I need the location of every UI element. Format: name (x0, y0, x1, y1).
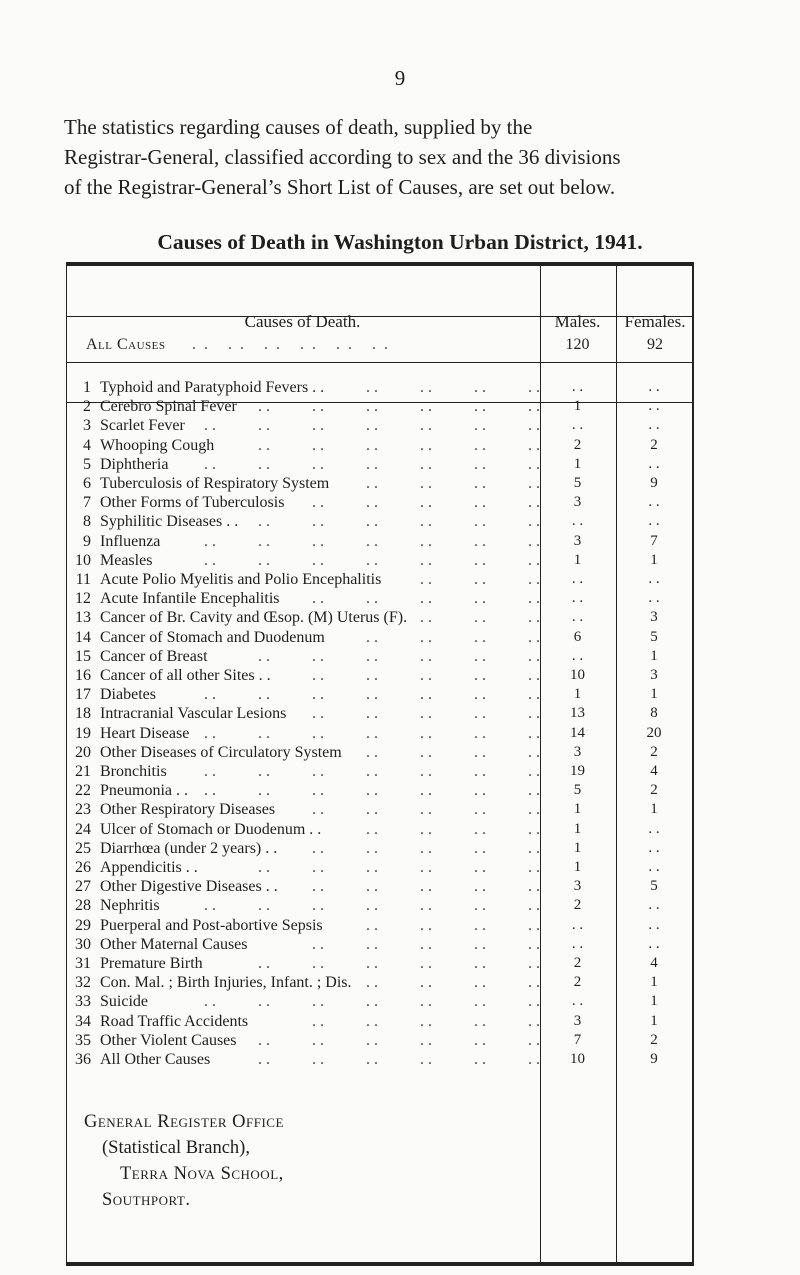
males-value: 1 (573, 801, 582, 818)
males-value: . . (571, 590, 584, 607)
row-number: 21 (75, 763, 91, 780)
males-value: . . (571, 609, 584, 626)
table-row: 12 Acute Infantile Encephalitis . . . . . . . . . . . . . . (66, 589, 694, 608)
table-row: 6 Tuberculosis of Respiratory System 5 9 . . . . . . . . (66, 474, 694, 493)
males-value: 19 (570, 763, 585, 779)
table-row: 7 Other Forms of Tuberculosis 3 . . . . . . . . . . . . (66, 493, 694, 512)
males-value: . . (571, 379, 584, 395)
females-value: . . (648, 513, 660, 530)
females-value: 1 (650, 1012, 658, 1029)
females-value: 2 (650, 743, 658, 760)
females-value: . . (648, 571, 660, 587)
females-value: 1 (650, 551, 658, 568)
cause-label: Suicide (100, 993, 148, 1011)
males-value: 3 (573, 878, 582, 895)
males-value: . . (571, 935, 584, 952)
cause-label: All Other Causes (100, 1051, 211, 1068)
males-value: 1 (573, 820, 582, 837)
row-number: 5 (83, 455, 91, 473)
table-row: 22 Pneumonia . . 5 2 . . . . . . . . . . . . . . (66, 781, 694, 800)
cause-label: Other Violent Causes (100, 1031, 237, 1049)
table-row: 17 Diabetes 1 1 . . . . . . . . . . . . . . (66, 685, 694, 704)
table-row: 35 Other Violent Causes 7 2 . . . . . . . . . . . . (66, 1031, 694, 1050)
intro-line: Registrar-General, classified according to sex and the 36 divisions (64, 145, 621, 169)
cause-label: Other Digestive Diseases . . (100, 878, 278, 896)
cause-label: Con. Mal. ; Birth Injuries, Infant. ; Dis. (100, 974, 352, 992)
cause-label: Scarlet Fever (100, 417, 185, 435)
header-rule (67, 362, 692, 363)
table-row: 3 Scarlet Fever . . . . . . . . . . . . . . . . . . (66, 416, 694, 435)
cause-label: Influenza (100, 532, 161, 550)
intro-line: The statistics regarding causes of death, supplied by the (64, 115, 533, 139)
row-number: 31 (75, 955, 91, 972)
cause-label: Appendicitis . . (100, 859, 198, 876)
cause-label: Acute Infantile Encephalitis (100, 590, 280, 608)
row-number: 2 (83, 398, 91, 416)
table-row: 9 Influenza 3 7 . . . . . . . . . . . . . . (66, 532, 694, 551)
males-value: . . (571, 993, 584, 1010)
females-value: 1 (650, 801, 658, 818)
males-value: 1 (573, 859, 582, 875)
table-row: 34 Road Traffic Accidents 3 1 . . . . . . . . . . (66, 1012, 694, 1031)
row-number: 20 (75, 743, 91, 761)
row-number: 18 (75, 705, 91, 723)
footer-town: Southport. (102, 1190, 191, 1210)
table-row: 21 Bronchitis 19 4 . . . . . . . . . . . . . . (66, 762, 694, 781)
males-value: 3 (573, 743, 582, 760)
row-number: 4 (83, 436, 91, 454)
cause-label: Cancer of all other Sites . . (100, 667, 271, 684)
row-number: 36 (75, 1051, 91, 1068)
row-number: 28 (75, 897, 91, 915)
table-row: 11 Acute Polio Myelitis and Polio Encephalitis . . . . . . . . . . (66, 570, 694, 589)
row-number: 1 (83, 379, 91, 396)
row-number: 33 (75, 993, 91, 1011)
all-causes-males: 120 (565, 336, 590, 353)
males-value: 13 (570, 705, 585, 722)
all-causes-females: 92 (647, 336, 663, 353)
males-value: . . (571, 513, 584, 530)
row-number: 11 (75, 571, 91, 588)
cause-label: Cancer of Breast (100, 647, 208, 665)
females-value: 2 (650, 782, 658, 799)
header-males: Males. (554, 312, 601, 331)
table-row: 20 Other Diseases of Circulatory System 3 2 . . . . . . . . (66, 743, 694, 762)
page-number: 9 (394, 66, 406, 90)
row-number: 24 (75, 820, 91, 838)
cause-label: Premature Birth (100, 955, 203, 972)
row-number: 9 (83, 532, 91, 550)
males-value: 1 (573, 455, 582, 472)
row-number: 30 (75, 935, 91, 953)
cause-label: Other Diseases of Circulatory System (100, 743, 342, 761)
cause-label: Other Respiratory Diseases (100, 801, 276, 819)
males-value: . . (571, 647, 584, 664)
males-value: 1 (573, 839, 582, 856)
cause-label: Whooping Cough (100, 436, 215, 454)
row-number: 10 (75, 551, 91, 569)
table-row: 19 Heart Disease 14 20 . . . . . . . . . . . . . . (66, 724, 694, 743)
females-value: 5 (650, 628, 658, 645)
cause-label: Pneumonia . . (100, 782, 188, 800)
males-value: 3 (573, 494, 582, 511)
males-value: 2 (573, 955, 582, 971)
cause-label: Typhoid and Paratyphoid Fevers . . (100, 379, 325, 396)
males-value: . . (571, 417, 584, 434)
males-value: . . (571, 916, 584, 933)
cause-label: Syphilitic Diseases . . (100, 513, 239, 531)
footer-branch: (Statistical Branch), (102, 1138, 250, 1158)
table-row: 27 Other Digestive Diseases . . 3 5 . . . . . . . . . . (66, 877, 694, 896)
table-row: 24 Ulcer of Stomach or Duodenum . . 1 . . . . . . . . . . (66, 820, 694, 839)
table-row: 16 Cancer of all other Sites . . 10 3 . . . . . . . . . . (66, 666, 694, 685)
females-value: 4 (650, 763, 658, 779)
cause-label: Ulcer of Stomach or Duodenum . . (100, 820, 322, 838)
cause-label: Cancer of Stomach and Duodenum (100, 628, 325, 646)
row-number: 35 (75, 1031, 91, 1049)
females-value: 1 (650, 686, 658, 703)
header-females: Females. (624, 312, 686, 331)
row-number: 16 (75, 667, 91, 684)
females-value: . . (648, 839, 660, 856)
females-value: 20 (646, 724, 662, 741)
males-value: 7 (573, 1031, 582, 1048)
footer-office: General Register Office (84, 1112, 284, 1132)
females-value: 7 (650, 532, 658, 549)
table-row: 32 Con. Mal. ; Birth Injuries, Infant. ; Dis. 2 1 . . . . . . . . (66, 973, 694, 992)
females-value: 1 (650, 974, 658, 991)
row-number: 22 (75, 782, 91, 800)
table-row: 23 Other Respiratory Diseases 1 1 . . . . . . . . . . (66, 800, 694, 819)
table-row: 26 Appendicitis . . 1 . . . . . . . . . . . . . . (66, 858, 694, 877)
males-value: 5 (573, 475, 582, 491)
females-value: 9 (650, 475, 658, 491)
table-row: 28 Nephritis 2 . . . . . . . . . . . . . . . . (66, 896, 694, 915)
females-value: 5 (650, 878, 658, 895)
table-row: 14 Cancer of Stomach and Duodenum 6 5 . . . . . . . . (66, 628, 694, 647)
row-number: 32 (75, 974, 91, 992)
females-value: . . (648, 820, 660, 837)
cause-label: Other Maternal Causes (100, 935, 248, 953)
table-row: 8 Syphilitic Diseases . . . . . . . . . . . . . . . . . . (66, 512, 694, 531)
females-value: . . (648, 859, 660, 875)
footer-school: Terra Nova School, (120, 1164, 284, 1184)
table-row: 25 Diarrhœa (under 2 years) . . 1 . . . . . . . . . . . . (66, 839, 694, 858)
males-value: 1 (573, 686, 582, 703)
males-value: 5 (573, 782, 582, 799)
females-value: . . (648, 935, 660, 952)
females-value: 9 (650, 1051, 658, 1067)
cause-label: Cerebro Spinal Fever (100, 398, 237, 416)
row-number: 23 (75, 801, 91, 819)
cause-label: Cancer of Br. Cavity and Œsop. (M) Uterus (F). (100, 609, 408, 627)
row-number: 12 (75, 590, 91, 608)
row-number: 17 (75, 686, 91, 704)
row-number: 8 (83, 513, 91, 531)
males-value: . . (571, 571, 584, 587)
row-number: 13 (75, 609, 91, 627)
row-number: 26 (75, 859, 91, 876)
row-number: 3 (83, 417, 91, 435)
males-value: 14 (570, 724, 585, 741)
table-row: 33 Suicide . . 1 . . . . . . . . . . . . . . (66, 992, 694, 1011)
males-value: 6 (573, 628, 582, 645)
females-value: . . (648, 455, 660, 472)
table-row: 30 Other Maternal Causes . . . . . . . . . . . . . . (66, 935, 694, 954)
females-value: 2 (650, 1031, 658, 1048)
females-value: 1 (650, 647, 658, 664)
males-value: 10 (570, 667, 585, 683)
cause-label: Acute Polio Myelitis and Polio Encephalitis (100, 571, 382, 588)
table-row: 5 Diphtheria 1 . . . . . . . . . . . . . . . . (66, 455, 694, 474)
table-row: 4 Whooping Cough 2 2 . . . . . . . . . . . . (66, 436, 694, 455)
table-row: 29 Puerperal and Post-abortive Sepsis . . . . . . . . . . . . (66, 916, 694, 935)
cause-label: Tuberculosis of Respiratory System (100, 475, 330, 492)
all-causes-leader: . . . . . . . . . . . . (192, 336, 390, 353)
row-number: 34 (75, 1012, 91, 1030)
males-value: 3 (573, 532, 582, 549)
table-row: 10 Measles 1 1 . . . . . . . . . . . . . . (66, 551, 694, 570)
table-row: 2 Cerebro Spinal Fever 1 . . . . . . . . . . . . . . (66, 397, 694, 416)
row-number: 29 (75, 916, 91, 934)
males-value: 2 (573, 897, 582, 914)
cause-label: Diabetes (100, 686, 156, 704)
table-row: 15 Cancer of Breast . . 1 . . . . . . . . . . . . (66, 647, 694, 666)
females-value: . . (648, 494, 660, 511)
table-row: 13 Cancer of Br. Cavity and Œsop. (M) Uterus (F). . . 3 . . . . . . (66, 608, 694, 627)
cause-label: Intracranial Vascular Lesions (100, 705, 287, 723)
row-number: 6 (83, 475, 91, 492)
males-value: 2 (573, 436, 582, 453)
males-value: 3 (573, 1012, 582, 1029)
females-value: . . (648, 590, 660, 607)
intro-line: of the Registrar-General’s Short List of Causes, are set out below. (64, 175, 616, 199)
females-value: 8 (650, 705, 658, 722)
cause-label: Diphtheria (100, 455, 169, 473)
row-number: 15 (75, 647, 91, 665)
header-causes: Causes of Death. (244, 312, 361, 331)
table-row: 31 Premature Birth 2 4 . . . . . . . . . . . . (66, 954, 694, 973)
table-title: Causes of Death in Washington Urban District, 1941. (157, 230, 643, 254)
row-number: 7 (83, 494, 91, 512)
cause-label: Road Traffic Accidents (100, 1012, 249, 1030)
females-value: . . (648, 417, 660, 434)
row-number: 25 (75, 839, 91, 857)
males-value: 10 (570, 1051, 585, 1067)
females-value: 4 (650, 955, 658, 971)
males-value: 2 (573, 974, 582, 991)
females-value: 3 (650, 609, 658, 626)
cause-label: Measles (100, 551, 153, 569)
cause-label: Puerperal and Post-abortive Sepsis (100, 916, 323, 934)
all-causes-label: All Causes (86, 336, 166, 353)
cause-label: Nephritis (100, 897, 160, 915)
cause-label: Diarrhœa (under 2 years) . . (100, 839, 278, 857)
females-value: 2 (650, 436, 658, 453)
row-number: 27 (75, 878, 91, 896)
females-value: . . (648, 897, 660, 914)
row-number: 19 (75, 724, 91, 742)
cause-label: Heart Disease (100, 724, 190, 742)
cause-label: Bronchitis (100, 763, 167, 780)
intro-paragraph (64, 112, 764, 202)
table-row: 18 Intracranial Vascular Lesions 13 8 . . . . . . . . . . (66, 704, 694, 723)
females-value: . . (648, 398, 660, 415)
table-row: 1 Typhoid and Paratyphoid Fevers . . . . . . . . . . . . . . (66, 378, 694, 397)
females-value: 3 (650, 667, 658, 683)
males-value: 1 (573, 551, 582, 568)
males-value: 1 (573, 398, 582, 415)
row-number: 14 (75, 628, 91, 646)
females-value: . . (648, 379, 660, 395)
females-value: 1 (650, 993, 658, 1010)
table-row: 36 All Other Causes 10 9 . . . . . . . . . . . . (66, 1050, 694, 1069)
cause-label: Other Forms of Tuberculosis (100, 494, 285, 512)
females-value: . . (648, 916, 660, 933)
